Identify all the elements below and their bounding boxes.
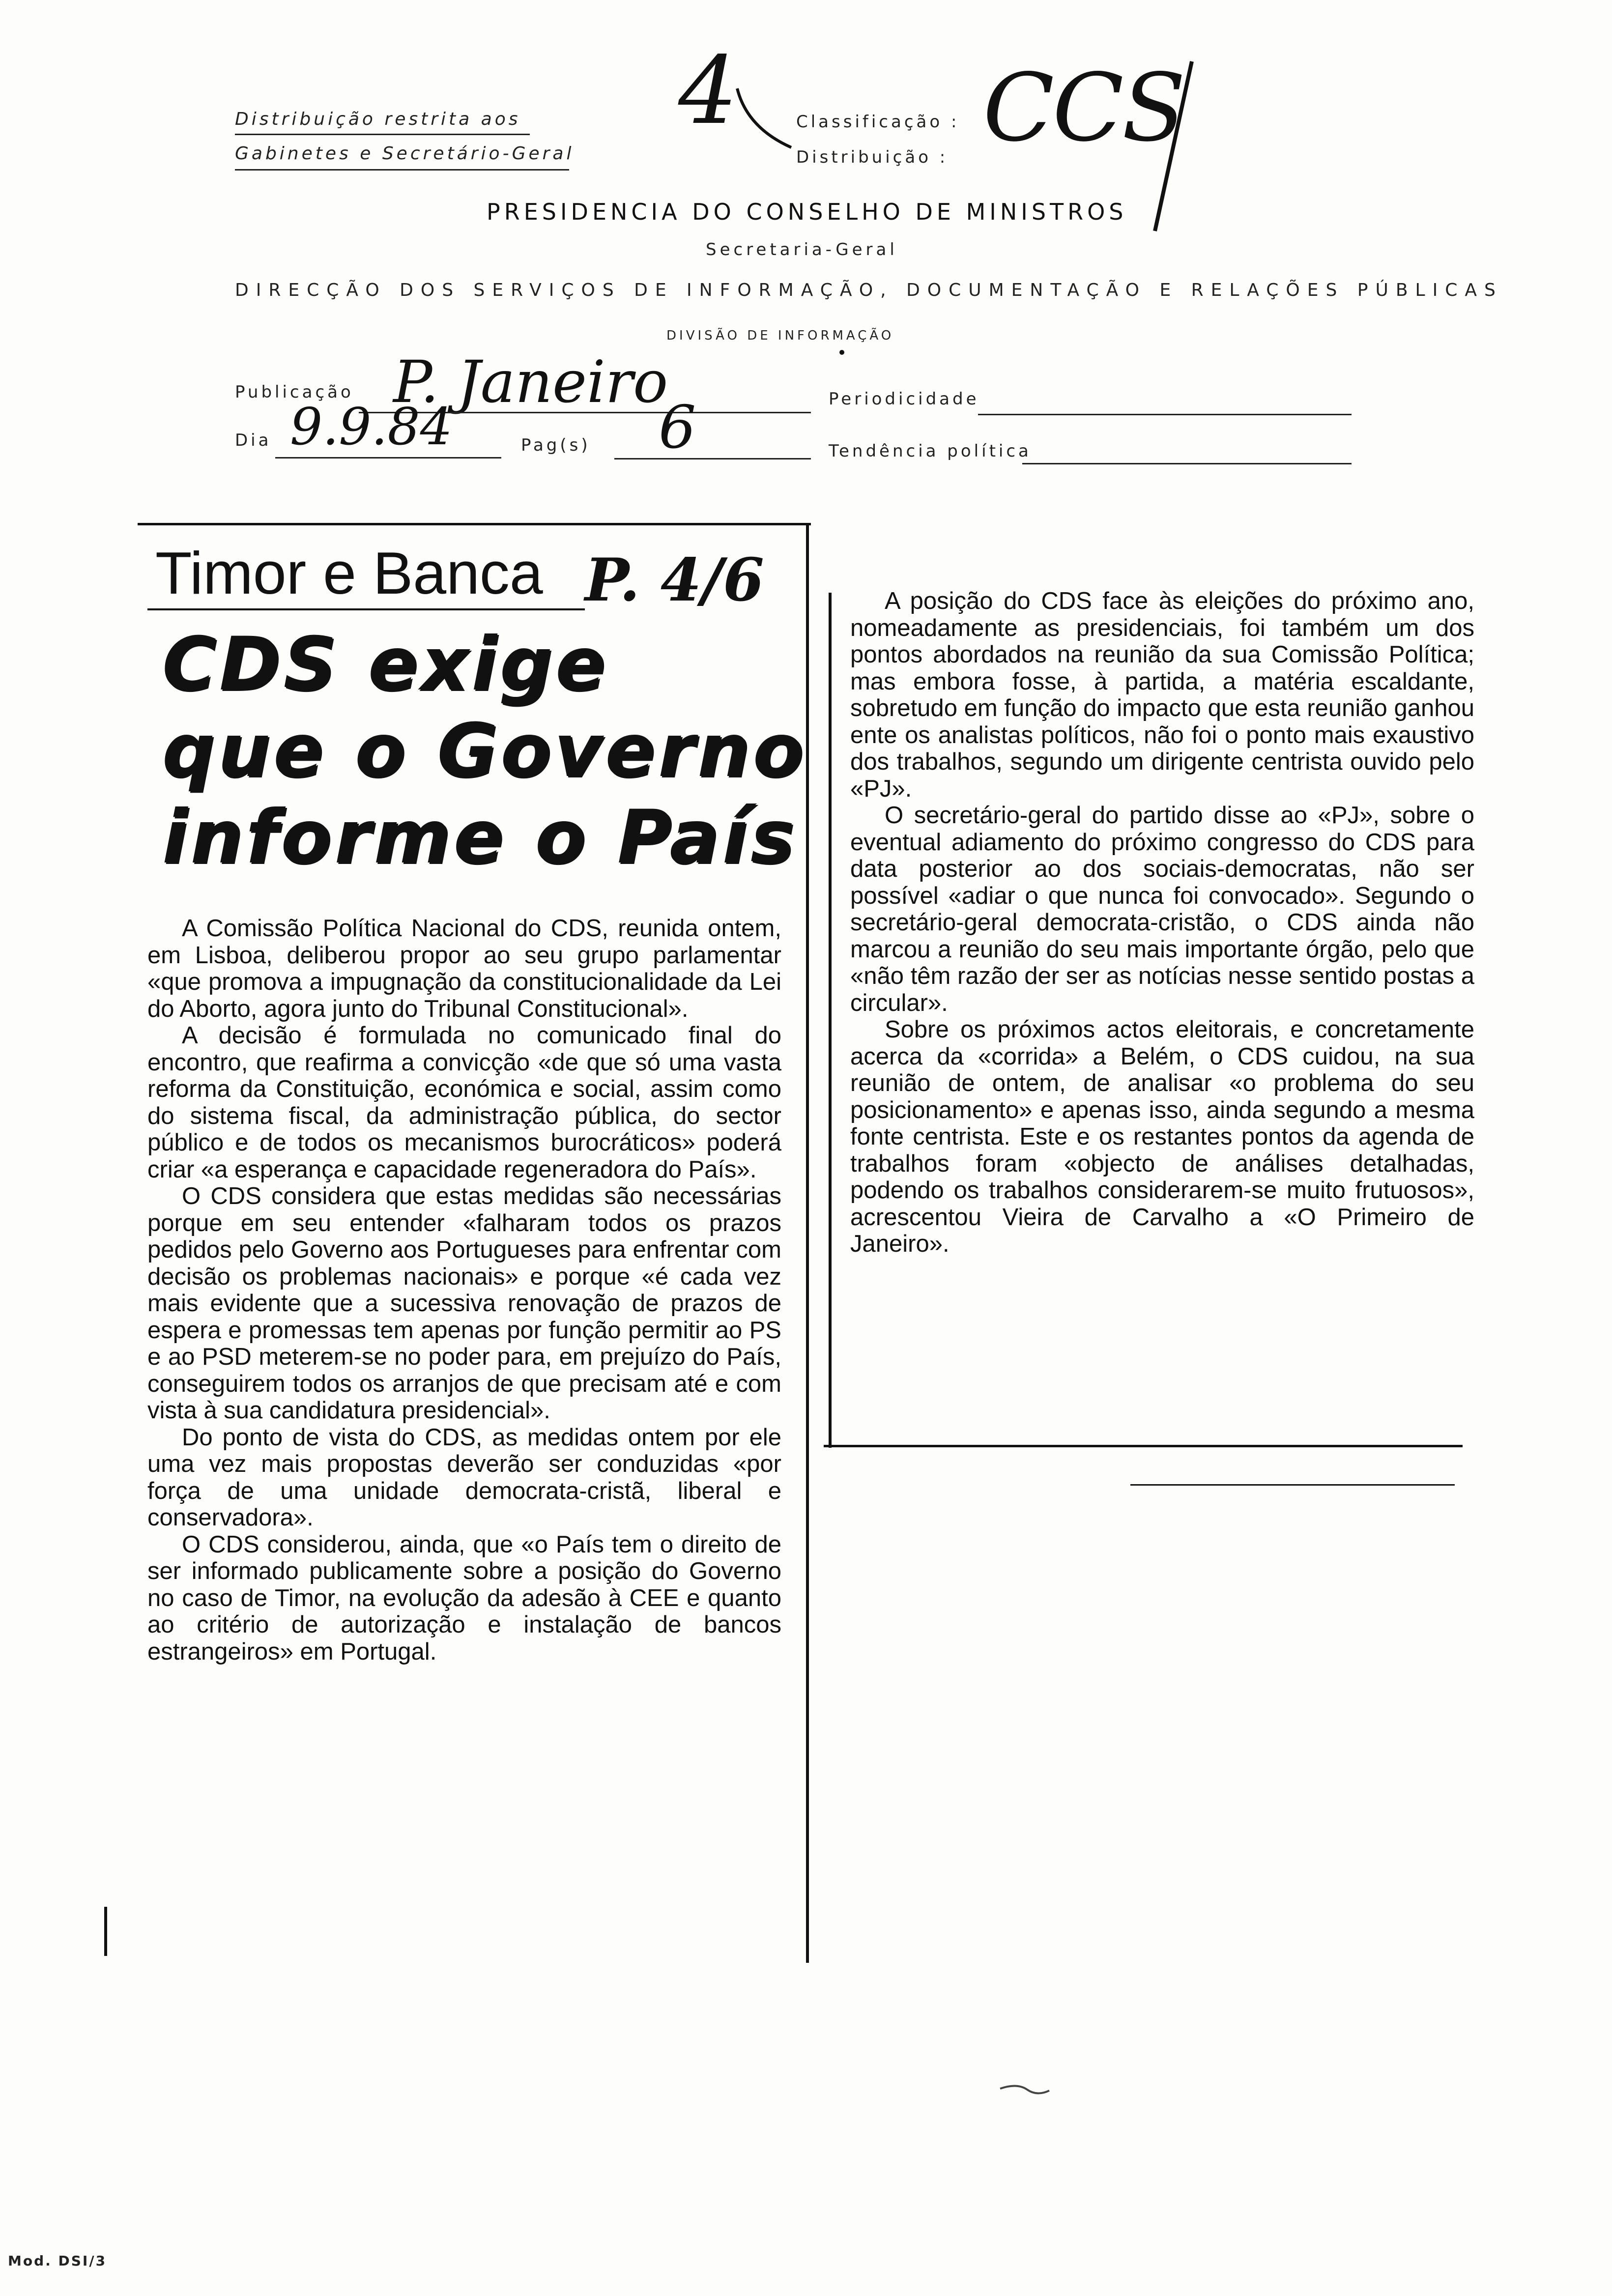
handwritten-number: 4 bbox=[678, 36, 738, 145]
distribution-note-line2: Gabinetes e Secretário-Geral bbox=[235, 144, 575, 164]
left-column-body bbox=[147, 915, 781, 1665]
division-title: DIVISÃO DE INFORMAÇÃO bbox=[666, 328, 894, 343]
kicker-annotation: P. 4/6 bbox=[585, 545, 764, 615]
pages-value: 6 bbox=[659, 394, 696, 462]
day-underline bbox=[275, 457, 501, 459]
handwritten-stroke bbox=[732, 79, 796, 152]
left-paragraph-2: A decisão é formulada no comunicado final do encontro, que reafirma a convicção «de que só uma vasta reforma da Constituição, económica e social, assim como do sistema fiscal, da administração pública, do sector público e de todos os mecanismos burocráticos» poderá criar «a esperança e capacidade regeneradora do País». bbox=[147, 1022, 781, 1183]
stray-mark bbox=[998, 2079, 1052, 2098]
periodicity-label: Periodicidade bbox=[829, 389, 979, 409]
pages-underline bbox=[614, 458, 811, 459]
left-paragraph-5: O CDS considerou, ainda, que «o País tem o direito de ser informado publicamente sobre a posição do Governo no caso de Timor, na evolução da adesão à CEE e quanto ao critério de autorização e instalação de bancos estrangeiros» em Portugal. bbox=[147, 1531, 781, 1665]
ink-dot bbox=[839, 350, 844, 355]
kicker-underline bbox=[147, 608, 585, 610]
tendency-underline bbox=[1022, 463, 1352, 464]
day-value: 9.9.84 bbox=[290, 397, 453, 457]
classification-label: Classificação : bbox=[796, 112, 960, 132]
day-label: Dia bbox=[235, 430, 272, 450]
clipping-top-rule bbox=[138, 523, 811, 525]
distribution-underline-2 bbox=[235, 169, 569, 171]
distribution-note-line1: Distribuição restrita aos bbox=[235, 109, 521, 129]
form-code: Mod. DSI/3 bbox=[8, 2253, 107, 2269]
publication-value: P. Janeiro bbox=[393, 348, 668, 416]
organization-title: PRESIDENCIA DO CONSELHO DE MINISTROS bbox=[487, 199, 1127, 225]
headline-line-3: informe o País bbox=[162, 795, 798, 880]
secretariat-title: Secretaria-Geral bbox=[706, 240, 898, 259]
handwritten-slash bbox=[1145, 54, 1204, 241]
left-clip-left-edge bbox=[104, 1907, 107, 1956]
left-paragraph-1: A Comissão Política Nacional do CDS, reunida ontem, em Lisboa, deliberou propor ao seu grupo parlamentar «que promova a impugnação da constitucionalidade da Lei do Aborto, agora junto do Tribunal Constitucional». bbox=[147, 915, 781, 1022]
left-clip-right-border bbox=[806, 523, 809, 1963]
distribution-label: Distribuição : bbox=[796, 147, 949, 167]
right-clip-bottom-rule bbox=[824, 1445, 1463, 1447]
right-paragraph-3: Sobre os próximos actos eleitorais, e concretamente acerca da «corrida» a Belém, o CDS cuidou, na sua reunião de ontem, de analisar «o problema do seu posicionamento» e apenas isso, ainda segundo a mesma fonte centrista. Este e os restantes pontos da agenda de trabalhos foram «objecto de análises detalhadas, podendo os trabalhos considerarem-se muito frutuosos», acrescentou Vieira de Carvalho a «O Primeiro de Janeiro». bbox=[850, 1016, 1474, 1257]
tendency-label: Tendência política bbox=[829, 441, 1032, 461]
publication-label: Publicação bbox=[235, 382, 354, 402]
right-paragraph-1: A posição do CDS face às eleições do próximo ano, nomeadamente as presidenciais, foi também um dos pontos abordados na reunião da sua Comissão Política; mas embora fosse, à partida, a matéria escaldante, sobretudo em função do impacto que esta reunião ganhou ente os analistas políticos, não foi o ponto mais exaustivo dos trabalhos, segundo um dirigente centrista ouvido pelo «PJ». bbox=[850, 588, 1474, 802]
directorate-title: DIRECÇÃO DOS SERVIÇOS DE INFORMAÇÃO, DOCUMENTAÇÃO E RELAÇÕES PÚBLICAS bbox=[235, 280, 1503, 300]
distribution-underline bbox=[235, 134, 530, 135]
right-paragraph-2: O secretário-geral do partido disse ao «PJ», sobre o eventual adiamento do próximo congresso do CDS para data posterior ao dos sociais-democratas, não ser possível «adiar o que nunca foi convocado». Segundo o secretário-geral democrata-cristão, o CDS ainda não marcou a reunião do seu mais importante órgão, pelo que «não têm razão der ser as notícias nesse sentido postas a circular». bbox=[850, 802, 1474, 1016]
periodicity-underline bbox=[978, 414, 1352, 415]
right-column-body bbox=[850, 588, 1474, 1258]
headline-line-1: CDS exige bbox=[162, 622, 608, 707]
article-kicker: Timor e Banca bbox=[155, 540, 543, 606]
left-paragraph-3: O CDS considera que estas medidas são necessárias porque em seu entender «falharam todos os prazos pedidos pelo Governo aos Portugueses para enfrentar com decisão os problemas nacionais» e porque «é cada vez mais evidente que a sucessiva renovação de prazos de espera e promessas tem apenas por função permitir ao PS e ao PSD meterem-se no poder para, em prejuízo do País, conseguirem todos os arranjos de que precisam até e com vista à sua candidatura presidencial». bbox=[147, 1183, 781, 1424]
right-clip-extra-rule bbox=[1130, 1484, 1455, 1486]
right-clip-left-border bbox=[829, 593, 832, 1448]
classification-handwritten: CCS bbox=[983, 54, 1184, 162]
left-paragraph-4: Do ponto de vista do CDS, as medidas ontem por ele uma vez mais propostas deverão ser conduzidas «por força de uma unidade democrata-cristã, liberal e conservadora». bbox=[147, 1424, 781, 1531]
headline-line-2: que o Governo bbox=[162, 708, 806, 794]
pages-label: Pag(s) bbox=[521, 435, 591, 455]
